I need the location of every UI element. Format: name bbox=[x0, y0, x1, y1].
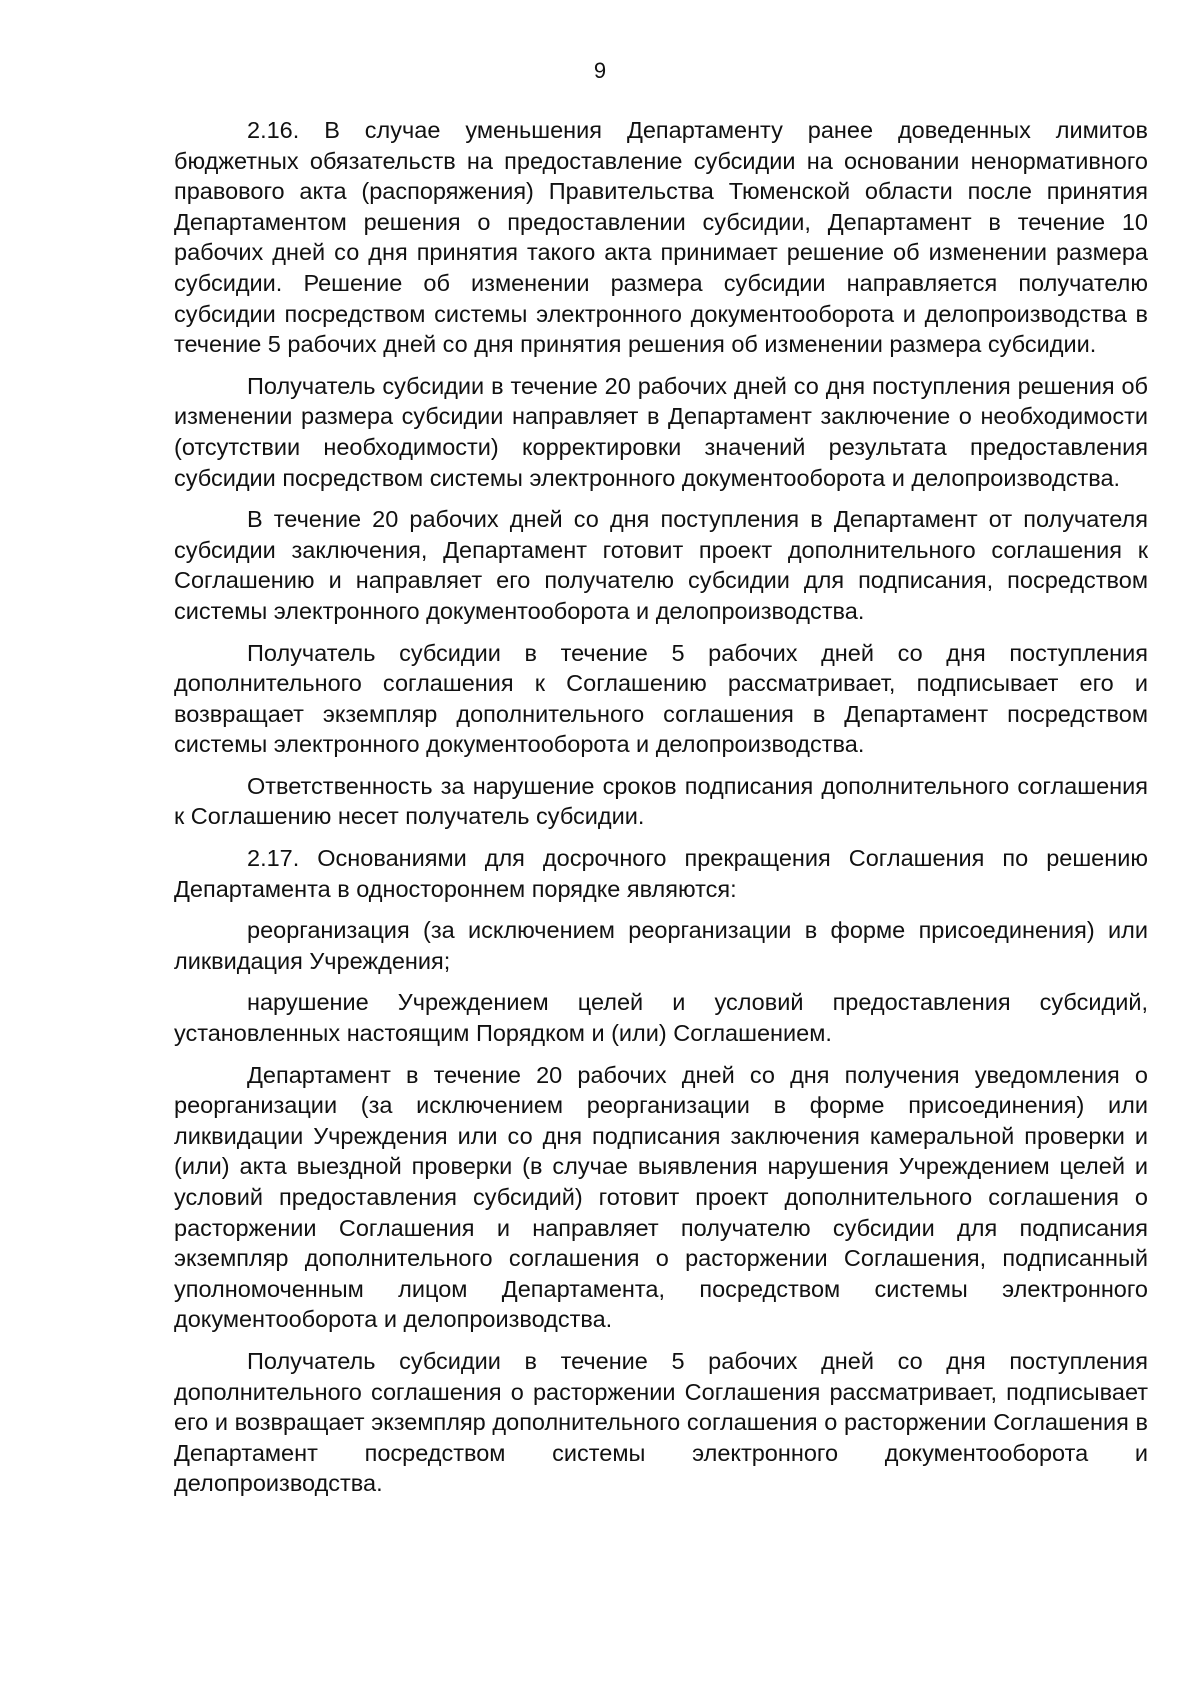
paragraph-additional-agreement-preparation: В течение 20 рабочих дней со дня поступления в Департамент от получателя субсидии заключения, Департамент готовит проект дополнительного соглашения к Соглашению и направляет его получателю субсидии для подписания, посредством системы электронного документооборота и делопроизводства. bbox=[174, 506, 1148, 624]
paragraph-violation-ground: нарушение Учреждением целей и условий предоставления субсидий, установленных настоящим Порядком и (или) Соглашением. bbox=[174, 989, 1148, 1047]
page-number: 9 bbox=[593, 58, 607, 83]
paragraph-termination-signing: Получатель субсидии в течение 5 рабочих дней со дня поступления дополнительного соглашения о расторжении Соглашения рассматривает, подписывает его и возвращает экземпляр дополнительного соглашения о расторжении Соглашения в Департамент посредством системы электронного документооборота и делопроизводства. bbox=[174, 1347, 1148, 1497]
paragraph-2-17: 2.17. Основаниями для досрочного прекращения Соглашения по решению Департамента в одностороннем порядке являются: bbox=[174, 845, 1148, 902]
paragraph-reorganization-ground: реорганизация (за исключением реорганизации в форме присоединения) или ликвидация Учреждения; bbox=[174, 917, 1148, 974]
paragraph-additional-agreement-signing: Получатель субсидии в течение 5 рабочих дней со дня поступления дополнительного соглашения к Соглашению рассматривает, подписывает его и возвращает экземпляр дополнительного соглашения в Департамент посредством системы электронного документооборота и делопроизводства. bbox=[174, 639, 1148, 758]
paragraph-signing-responsibility: Ответственность за нарушение сроков подписания дополнительного соглашения к Соглашению несет получатель субсидии. bbox=[174, 772, 1148, 830]
document-body bbox=[174, 115, 1148, 1510]
paragraph-2-16: 2.16. В случае уменьшения Департаменту ранее доведенных лимитов бюджетных обязательств на предоставление субсидии на основании ненормативного правового акта (распоряжения) Правительства Тюменской области после принятия Департаментом решения о предоставлении субсидии, Департамент в течение 10 рабочих дней со дня принятия такого акта принимает решение об изменении размера субсидии. Решение об изменении размера субсидии направляется получателю субсидии посредством системы электронного документооборота и делопроизводства в течение 5 рабочих дней со дня принятия решения об изменении размера субсидии. bbox=[174, 117, 1148, 358]
paragraph-termination-procedure: Департамент в течение 20 рабочих дней со дня получения уведомления о реорганизации (за исключением реорганизации в форме присоединения) или ликвидации Учреждения или со дня подписания заключения камеральной проверки и (или) акта выездной проверки (в случае выявления нарушения Учреждением целей и условий предоставления субсидий) готовит проект дополнительного соглашения о расторжении Соглашения и направляет получателю субсидии для подписания экземпляр дополнительного соглашения о расторжении Соглашения, подписанный уполномоченным лицом Департамента, посредством системы электронного документооборота и делопроизводства. bbox=[174, 1061, 1148, 1333]
paragraph-correction-conclusion: Получатель субсидии в течение 20 рабочих дней со дня поступления решения об изменении размера субсидии направляет в Департамент заключение о необходимости (отсутствии необходимости) корректировки значений результата предоставления субсидии посредством системы электронного документооборота и делопроизводства. bbox=[174, 372, 1148, 491]
